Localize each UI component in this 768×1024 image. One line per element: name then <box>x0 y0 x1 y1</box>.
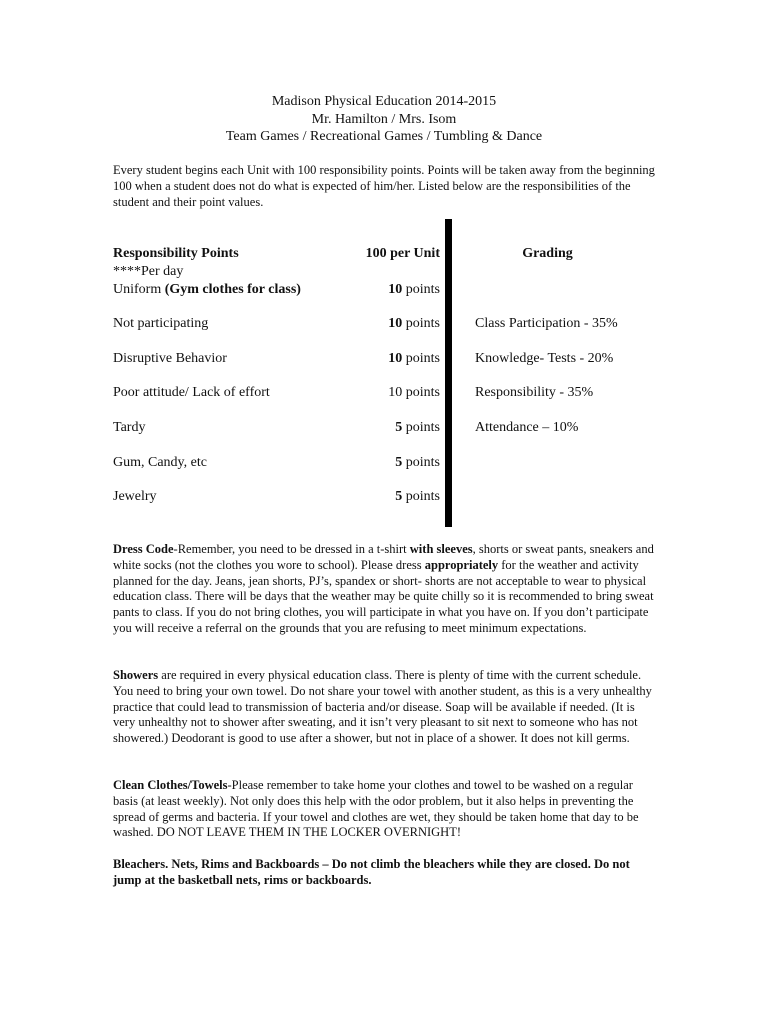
point-value: 10 points <box>388 351 440 366</box>
point-value: 5 points <box>395 420 440 435</box>
point-value: 10 points <box>388 282 440 297</box>
clean-clothes-paragraph: Clean Clothes/Towels-Please remember to take home your clothes and towel to be washed on a regular basis (at least weekly). Not only does this help with the odor problem, but it also helps in preventing the spread of germs and bacteria. If your towel and clothes are wet, they should be taken home that day to be washed. DO NOT LEAVE THEM IN THE LOCKER OVERNIGHT! <box>113 778 639 840</box>
teacher-names: Mr. Hamilton / Mrs. Isom <box>311 112 457 127</box>
responsibility-item: Not participating <box>113 316 209 331</box>
intro-paragraph: Every student begins each Unit with 100 responsibility points. Points will be taken away from the beginning 100 when a student does not do what is expected of him/her. Listed below are the responsibilities of the student and their point values. <box>113 163 655 209</box>
responsibility-item: Jewelry <box>113 489 157 504</box>
responsibility-item: Poor attitude/ Lack of effort <box>113 385 270 400</box>
document-title: Madison Physical Education 2014-2015 <box>271 94 497 109</box>
responsibility-item: Uniform (Gym clothes for class) <box>113 282 301 297</box>
point-value: 5 points <box>395 489 440 504</box>
grading-item: Attendance – 10% <box>475 420 579 435</box>
responsibility-item: Disruptive Behavior <box>113 351 227 366</box>
unit-list: Team Games / Recreational Games / Tumbling & Dance <box>225 129 543 144</box>
dress-code-paragraph: Dress Code-Remember, you need to be dressed in a t-shirt with sleeves, shorts or sweat pants, sneakers and white socks (not the clothes you wore to school). Please dress appropriately for the weather and activity planned for the day. Jeans, jean shorts, PJ’s, spandex or short- shorts are not acceptable to wear to physical education class. There will be days that the weather may be quite chilly so it is recommended to bring sweat pants to class. If you do not bring clothes, you will participate in what you have on. If you don’t participate you will receive a referral on the grounds that you are refusing to meet minimum expectations. <box>113 542 654 635</box>
grading-item: Responsibility - 35% <box>475 385 594 400</box>
responsibility-heading: Responsibility Points <box>113 246 239 261</box>
clean-clothes-title: Clean Clothes/Towels <box>113 778 228 792</box>
point-value: 10 points <box>388 385 440 400</box>
grading-item: Knowledge- Tests - 20% <box>475 351 614 366</box>
dress-code-title: Dress Code <box>113 542 174 556</box>
responsibility-item: Gum, Candy, etc <box>113 455 207 470</box>
showers-paragraph: Showers are required in every physical education class. There is plenty of time with the current schedule. You need to bring your own towel. Do not share your towel with another student, as this is a very unhealthy practice that could lead to transmission of bacteria and/or disease. Soap will be available if needed. (It is very unhealthy not to shower after sweating, and it isn’t very pleasant to sit next to someone who has not showered.) Deodorant is good to use after a shower, but not in place of a shower. It does not kill germs. <box>113 668 652 746</box>
grading-heading: Grading <box>522 246 573 261</box>
responsibility-item: Tardy <box>113 420 146 435</box>
point-value: 5 points <box>395 455 440 470</box>
vertical-divider <box>445 219 452 527</box>
bleachers-paragraph: Bleachers. Nets, Rims and Backboards – Do not climb the bleachers while they are closed. Do not jump at the basketball nets, rims or backboards. <box>113 857 630 887</box>
grading-item: Class Participation - 35% <box>475 316 618 331</box>
points-heading: 100 per Unit <box>365 246 440 261</box>
showers-title: Showers <box>113 668 159 682</box>
per-day-note: ****Per day <box>113 264 184 279</box>
point-value: 10 points <box>388 316 440 331</box>
